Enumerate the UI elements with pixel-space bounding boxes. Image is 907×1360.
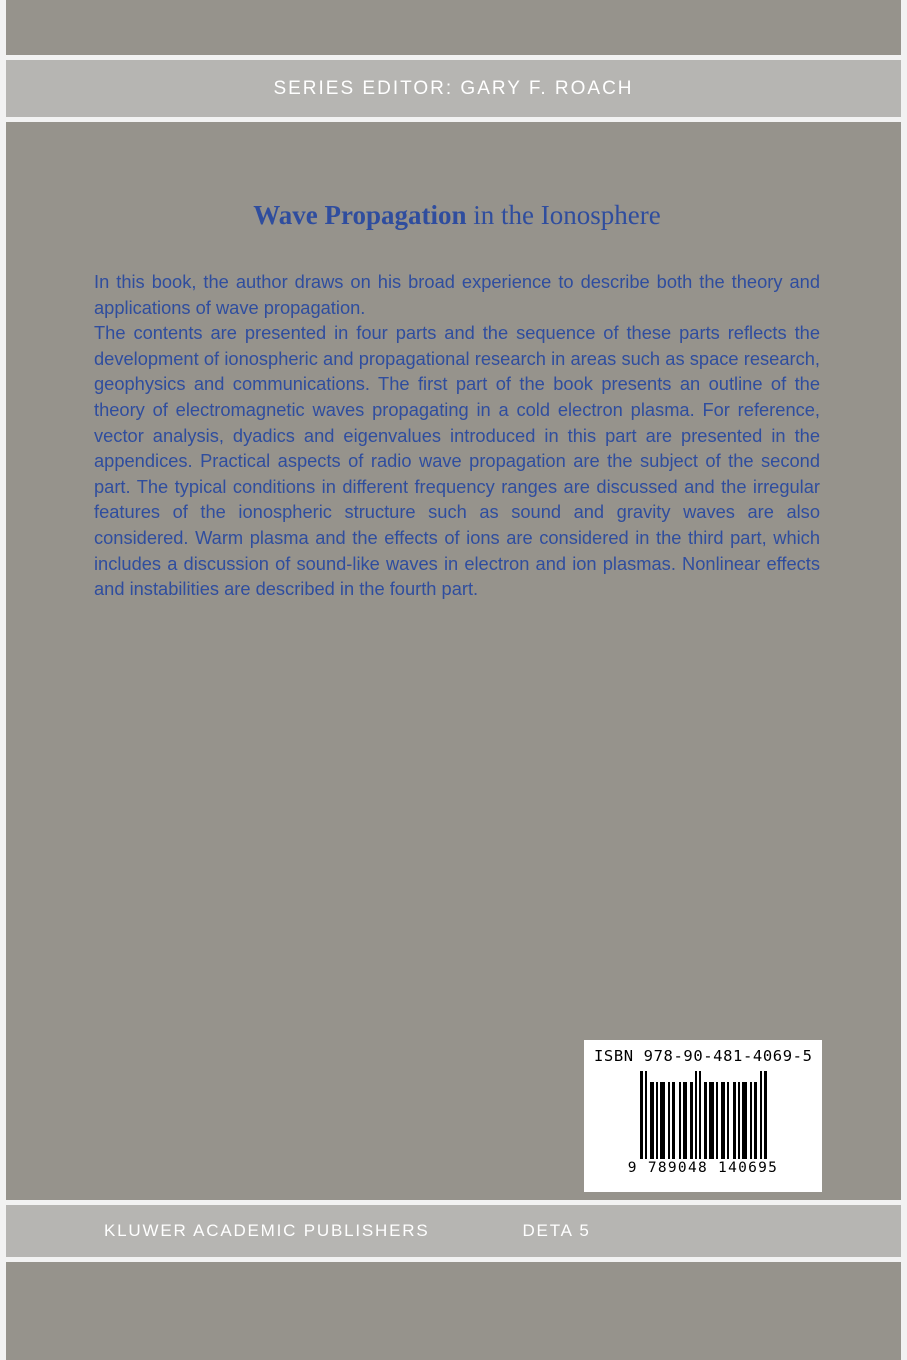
series-editor-band [6,60,901,117]
series-band-bottom-divider [6,117,901,122]
page-title [94,200,820,231]
barcode-icon [594,1071,812,1159]
cover-right-edge [901,0,907,1360]
blurb-paragraph-2: The contents are presented in four parts and the sequence of these parts reflects the development of ionospheric and propagational research in areas such as space research, geophysics and communications. The first part of the book presents an outline of the theory of electromagnetic waves propagating in a cold electron plasma. For reference, vector analysis, dyadics and eigenvalues introduced in this part are presented in the appendices. Practical aspects of radio wave propagation are the subject of the second part. The typical conditions in different frequency ranges are discussed and the irregular features of the ionospheric structure such as sound and gravity waves are also considered. Warm plasma and the effects of ions are considered in the third part, which includes a discussion of sound-like waves in electron and ion plasmas. Nonlinear effects and instabilities are described in the fourth part. [94,322,820,600]
publisher-label: KLUWER ACADEMIC PUBLISHERS [104,1221,430,1240]
blurb-block [94,200,820,602]
footer-band-bottom-divider [6,1257,901,1262]
book-title-main: Wave Propagation [253,200,467,230]
isbn-label: ISBN 978-90-481-4069-5 [594,1047,813,1065]
cover-left-edge [0,0,6,1360]
blurb-paragraph-1: In this book, the author draws on his broad experience to describe both the theory and applications of wave propagation. [94,271,820,318]
series-code-label: DETA 5 [522,1221,591,1240]
series-editor-label: SERIES EDITOR: GARY F. ROACH [273,77,634,99]
isbn-barcode-box [584,1040,822,1192]
barcode-digits: 9 789048 140695 [627,1160,779,1176]
footer-band [6,1205,901,1257]
book-title-sub: in the Ionosphere [466,200,661,230]
